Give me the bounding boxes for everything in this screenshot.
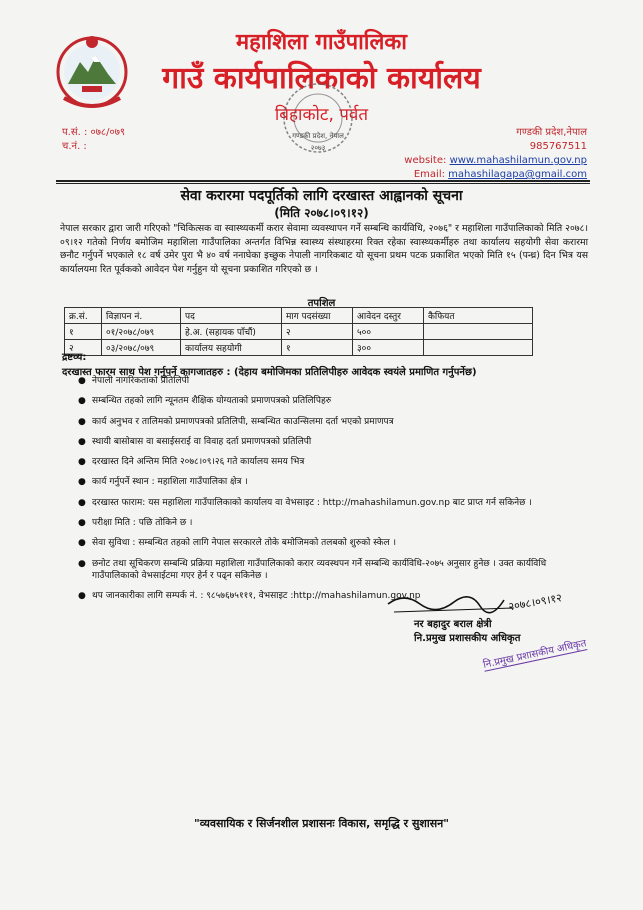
table-row xyxy=(65,340,533,356)
signature-date: २०७८।०९।१२ xyxy=(507,591,563,614)
table-header: क्र.सं. xyxy=(65,308,102,324)
designation-stamp: नि.प्रमुख प्रशासकीय अधिकृत xyxy=(482,635,588,672)
office-name: गाउँ कार्यपालिकाको कार्यालय xyxy=(162,61,481,96)
table-cell: हे.अ. (सहायक पाँचौं) xyxy=(181,324,282,340)
header-divider-thin xyxy=(56,183,590,184)
list-item: ● छनोट तथा सूचिकरण सम्बन्धि प्रक्रिया महाशिला गाउँपालिकाको करार व्यवस्थपन गर्ने सम्बन्धि कार्यविधि-२०७५ अनुसार हुनेछ । उक्त कार्यविधि गाउँपालिकाको वेभसाईटमा गएर हेर्न र पढ्न सकिनेछ । xyxy=(78,558,547,581)
reference-numbers xyxy=(62,126,125,154)
documents-heading: दरखास्त फारम साथ पेश गर्नुपर्ने कागजातहरु : (देहाय बमोजिमका प्रतिलिपीहरु आवेदक स्वयंले प्रमाणित गर्नुपर्नेछ) xyxy=(62,367,477,378)
bullet-icon: ● xyxy=(78,376,86,386)
bullet-icon: ● xyxy=(78,591,86,602)
table-cell xyxy=(424,324,533,340)
list-item: ● सेवा सुविधा : सम्बन्धित तहको लागि नेपाल सरकारले तोके बमोजिमको तलबको शुरुको स्केल । xyxy=(78,538,397,549)
contact-info xyxy=(404,126,587,182)
table-header-row xyxy=(65,308,533,324)
bullet-icon: ● xyxy=(78,477,86,488)
table-cell: २ xyxy=(65,340,102,356)
list-item: ● नेपाली नागरिकताको प्रतिलिपी xyxy=(78,376,190,386)
bullet-icon: ● xyxy=(78,558,86,569)
documents-list xyxy=(78,375,588,614)
office-seal-stamp xyxy=(268,78,368,158)
table-row xyxy=(65,324,533,340)
table-header: विज्ञापन नं. xyxy=(102,308,181,324)
seal-year: २०७३ xyxy=(310,144,326,152)
vacancy-table xyxy=(64,307,533,356)
table-cell xyxy=(424,340,533,356)
list-item: ● कार्य गर्नुपर्ने स्थान : महाशिला गाउँपालिका क्षेत्र । xyxy=(78,477,248,488)
email-label: Email: xyxy=(413,169,445,180)
table-header: पद xyxy=(181,308,282,324)
table-cell: ०१/२०७८/०७९ xyxy=(102,324,181,340)
signatory-name: नर बहादुर बराल क्षेत्री xyxy=(414,619,492,630)
table-cell: १ xyxy=(65,324,102,340)
table-cell: ३०० xyxy=(353,340,424,356)
table-header: आवेदन दस्तुर xyxy=(353,308,424,324)
table-cell: कार्यालय सहयोगी xyxy=(181,340,282,356)
website-label: website: xyxy=(404,155,447,166)
seal-text: गण्डकी प्रदेश, नेपाल xyxy=(292,132,344,140)
table-cell: ५०० xyxy=(353,324,424,340)
phone-number: 985767511 xyxy=(529,141,587,152)
municipality-name: महाशिला गाउँपालिका xyxy=(235,30,407,55)
bullet-icon: ● xyxy=(78,457,86,468)
list-item: ● दरखास्त फाराम: यस महाशिला गाउँपालिकाको कार्यालय वा वेभसाइट : http://mahashilamun.gov.np बाट प्राप्त गर्न सकिनेछ । xyxy=(78,497,532,508)
bullet-icon: ● xyxy=(78,518,86,529)
table-header: माग पदसंख्या xyxy=(282,308,353,324)
table-cell: ०३/२०७८/०७९ xyxy=(102,340,181,356)
table-cell: १ xyxy=(282,340,353,356)
list-item: ● सम्बन्धित तहको लागि न्यूनतम शैक्षिक योग्यताको प्रमाणपत्रको प्रतिलिपिहरु xyxy=(78,396,332,407)
table-title: तपशिल xyxy=(307,298,336,309)
footer-slogan: "व्यवसायिक र सिर्जनशील प्रशासनः विकास, समृद्धि र सुशासन" xyxy=(193,817,449,830)
table-cell: २ xyxy=(282,324,353,340)
signatory-designation: नि.प्रमुख प्रशासकीय अधिकृत xyxy=(414,633,521,644)
list-item: ● परीक्षा मिति : पछि तोकिने छ । xyxy=(78,518,193,529)
notice-body: नेपाल सरकार द्वारा जारी गरिएको "चिकित्सक वा स्वास्थ्यकर्मी करार सेवामा व्यवस्थापन गर्ने सम्बन्धि कार्यविधि, २०७६" र महाशिला गाउँपालिकाको मिति २०७८।०९।१२ गतेको निर्णय बमोजिम महाशिला गाउँपालिका अन्तर्गत विभिन्न स्वास्थ्य संस्थाहरमा रिक्त रहेका स्वास्थ्यकर्मीहरु तथा कार्यालय सहयोगी सेवा करारमा छनौट गर्नुपर्ने भएकाले १८ वर्ष उमेर पुरा भै ४० वर्ष ननाघेका इच्छुक नेपाली नागरिकबाट यो सूचना प्रथम पटक प्रकाशित भएको मिति १५ (पन्ध्र) दिन भित्र यस कार्यालयमा रित पूर्वकको आवेदन पेश गर्नुहुन यो सूचना प्रकाशित गरिएको छ । xyxy=(60,223,588,275)
bullet-icon: ● xyxy=(78,416,86,427)
notice-title: सेवा करारमा पदपूर्तिको लागि दरखास्त आह्वानको सूचना xyxy=(180,188,463,204)
bullet-icon: ● xyxy=(78,538,86,549)
notes-heading: द्रष्टव्य: xyxy=(62,352,87,363)
letter-ref-number: प.सं. : ०७८/०७९ xyxy=(62,127,126,138)
header-divider xyxy=(56,180,590,182)
list-item: ● दरखास्त दिने अन्तिम मिति २०७८।०९।२६ गते कार्यालय समय भित्र xyxy=(78,457,305,468)
dispatch-number: च.नं. : xyxy=(62,141,87,152)
list-item: ● थप जानकारीका लागि सम्पर्क नं. : ९८५७६७५१११, वेभसाइट :http://mahashilamun.gov.np xyxy=(78,591,421,602)
bullet-icon: ● xyxy=(78,497,86,508)
signatory-block xyxy=(414,618,520,646)
list-item: ● कार्य अनुभव र तालिमको प्रमाणपत्रको प्रतिलिपी, सम्बन्धित काउन्सिलमा दर्ता भएको प्रमाणपत्र xyxy=(78,416,394,427)
email-link[interactable]: mahashilagapa@gmail.com xyxy=(448,169,587,180)
bullet-icon: ● xyxy=(78,396,86,407)
province-text: गण्डकी प्रदेश,नेपाल xyxy=(516,127,587,138)
table-header: कैफियत xyxy=(424,308,533,324)
notice-date: (मिति २०७८।०९।१२) xyxy=(274,206,369,220)
list-item: ● स्थायी बासोबास वा बसाईसराई वा विवाह दर्ता प्रमाणपत्रको प्रतिलिपी xyxy=(78,436,312,447)
office-location: बिहाकोट, पर्वत xyxy=(274,105,369,125)
website-row xyxy=(404,154,587,168)
website-link[interactable]: www.mahashilamun.gov.np xyxy=(449,155,587,166)
bullet-icon: ● xyxy=(78,436,86,447)
